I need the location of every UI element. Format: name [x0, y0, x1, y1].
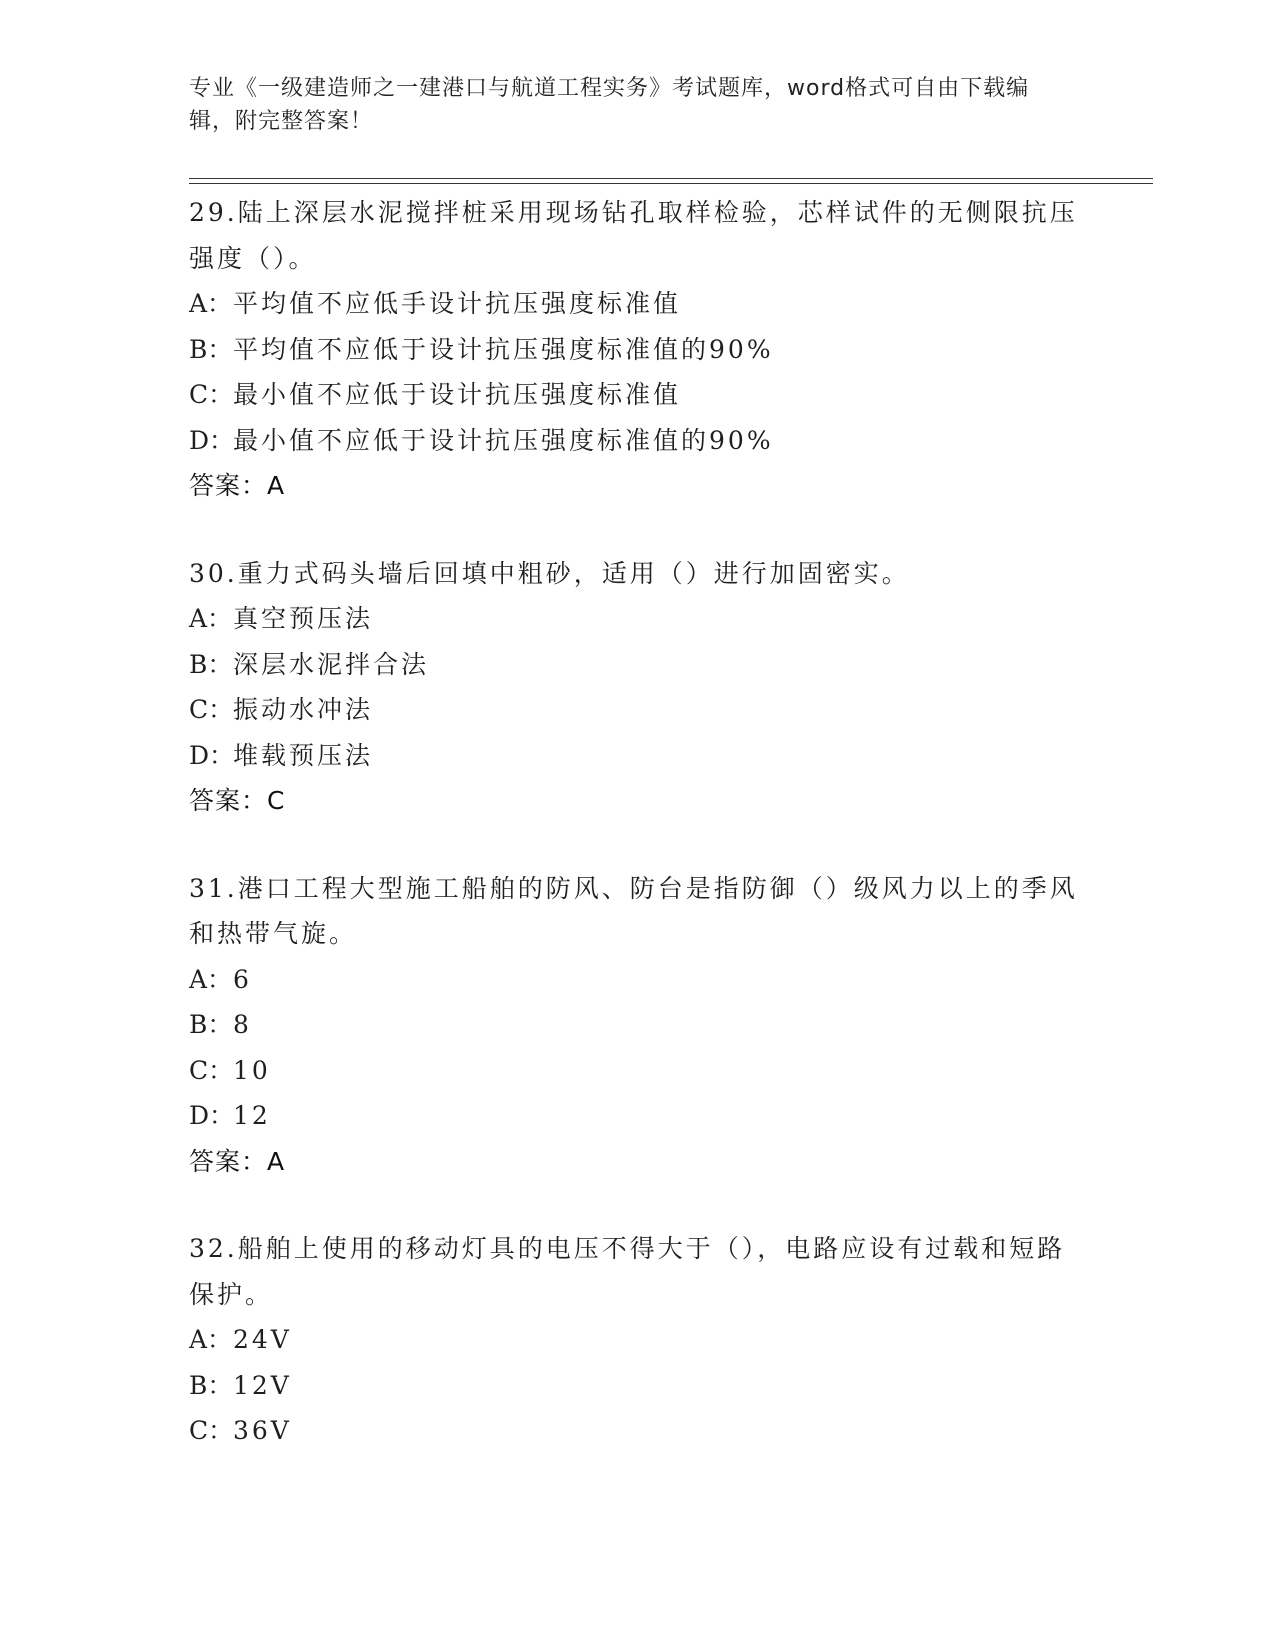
question-stem: 29.陆上深层水泥搅拌桩采用现场钻孔取样检验，芯样试件的无侧限抗压强度（）。	[189, 198, 1078, 273]
answer-line: 答案：A	[189, 1146, 286, 1176]
option-a	[189, 281, 1089, 327]
option-text: 真空预压法	[233, 604, 374, 633]
option-text: 8	[233, 1010, 252, 1039]
option-key: D：	[189, 425, 235, 455]
option-key: C：	[189, 380, 234, 409]
option-text: 12V	[233, 1370, 292, 1400]
option-b	[189, 327, 1089, 373]
option-key: D：	[189, 740, 235, 770]
option-key: B：	[189, 334, 233, 364]
answer-line: 答案：A	[189, 471, 286, 500]
option-a	[189, 596, 1089, 642]
option-key: C：	[189, 1416, 234, 1445]
question-30	[189, 551, 1089, 824]
option-a	[189, 957, 1089, 1003]
option-text: 深层水泥拌合法	[233, 649, 430, 679]
option-d	[189, 733, 1089, 779]
question-29	[189, 190, 1089, 509]
option-d	[189, 1093, 1089, 1139]
option-c	[189, 1048, 1089, 1094]
option-text: 平均值不应低于设计抗压强度标准值的90%	[233, 334, 774, 364]
option-d	[189, 418, 1089, 464]
option-key: C：	[189, 695, 234, 724]
option-text: 24V	[233, 1325, 292, 1354]
option-text: 12	[233, 1101, 271, 1130]
header-rule-bottom	[189, 183, 1153, 184]
option-key: B：	[189, 1010, 233, 1039]
option-text: 平均值不应低手设计抗压强度标准值	[233, 289, 682, 318]
question-stem: 32.船舶上使用的移动灯具的电压不得大于（），电路应设有过载和短路保护。	[189, 1234, 1066, 1309]
question-list	[189, 190, 1089, 1496]
option-b	[189, 642, 1089, 688]
document-header: 专业《一级建造师之一建港口与航道工程实务》考试题库，word格式可自由下载编辑，附完整答案！	[189, 76, 1030, 134]
option-key: D：	[189, 1101, 235, 1130]
option-key: B：	[189, 649, 233, 679]
header-rule-top	[189, 178, 1153, 179]
option-b	[189, 1002, 1089, 1048]
option-b	[189, 1363, 1089, 1409]
option-key: A：	[189, 289, 233, 318]
option-key: A：	[189, 1325, 233, 1354]
option-c	[189, 687, 1089, 733]
option-text: 堆载预压法	[233, 740, 374, 770]
option-key: C：	[189, 1055, 234, 1085]
option-text: 10	[233, 1055, 271, 1085]
option-text: 最小值不应低于设计抗压强度标准值的90%	[233, 425, 774, 455]
option-text: 振动水冲法	[233, 695, 374, 724]
option-text: 6	[233, 964, 252, 994]
option-text: 最小值不应低于设计抗压强度标准值	[233, 380, 682, 409]
option-key: B：	[189, 1370, 233, 1400]
option-text: 36V	[233, 1416, 292, 1445]
question-stem: 31.港口工程大型施工船舶的防风、防台是指防御（）级风力以上的季风和热带气旋。	[189, 873, 1078, 948]
option-c	[189, 372, 1089, 418]
option-c	[189, 1408, 1089, 1454]
option-a	[189, 1317, 1089, 1363]
option-key: A：	[189, 964, 233, 994]
question-stem: 30.重力式码头墙后回填中粗砂，适用（）进行加固密实。	[189, 558, 910, 588]
answer-line: 答案：C	[189, 786, 286, 815]
question-32	[189, 1226, 1089, 1454]
option-key: A：	[189, 604, 233, 633]
question-31	[189, 866, 1089, 1185]
